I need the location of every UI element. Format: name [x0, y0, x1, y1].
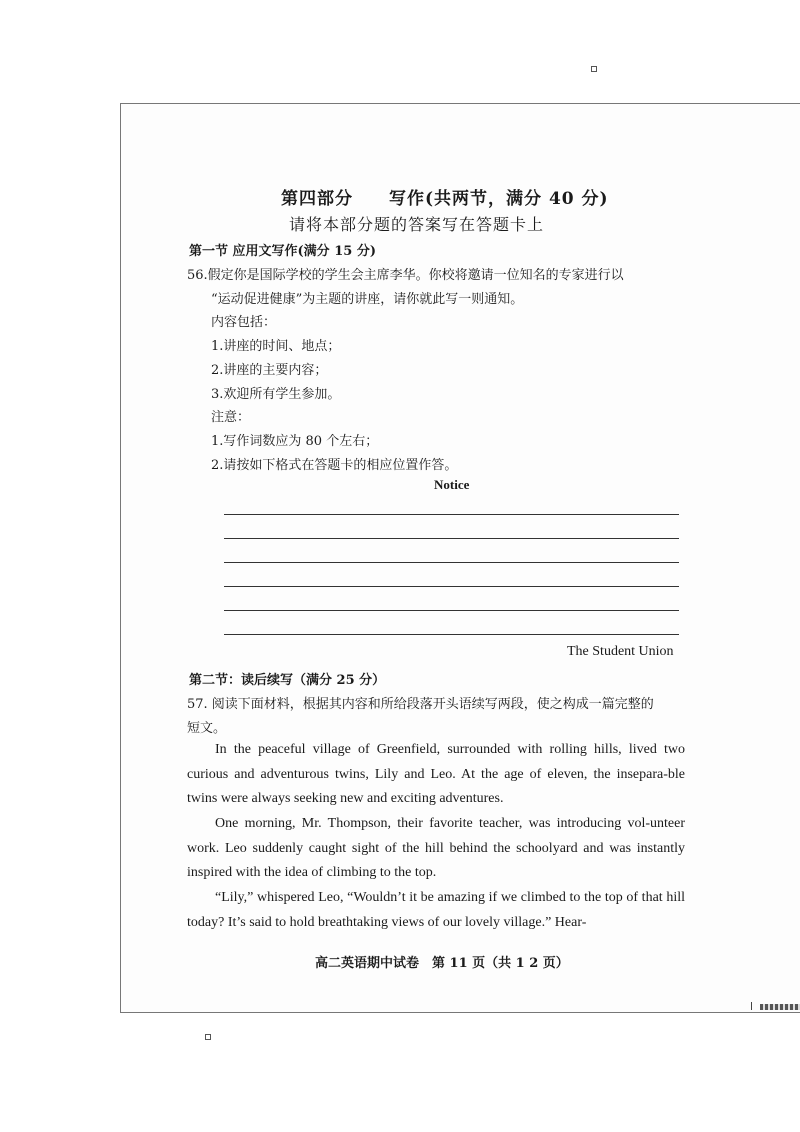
- corner-mark-top: [591, 66, 597, 72]
- signature: The Student Union: [567, 644, 674, 659]
- q57-line2: 短文。: [187, 721, 227, 736]
- passage-paragraph: “Lily,” whispered Leo, “Wouldn’t it be amazing if we climbed to the top of that hill today? It’s said to hold breathtaking views of our lovely village.” Hear-: [187, 890, 685, 930]
- answer-line: [224, 634, 679, 635]
- notice-title: Notice: [434, 477, 470, 492]
- passage-paragraph: One morning, Mr. Thompson, their favorite teacher, was introducing vol-unteer work. Leo suddenly caught sight of the hill behind the schoolyard and was instantly inspired with the idea of climbing to the top.: [187, 816, 685, 880]
- section2-heading: 第二节：读后续写（满分 25 分）: [189, 673, 386, 688]
- answer-line: [224, 586, 679, 587]
- content-label: 内容包括：: [211, 315, 277, 330]
- content-item: 2.讲座的主要内容；: [211, 363, 328, 378]
- notes-item: 2.请按如下格式在答题卡的相应位置作答。: [211, 458, 458, 473]
- scanned-page: [120, 103, 800, 1013]
- section1-heading: 第一节 应用文写作(满分 15 分): [189, 244, 376, 259]
- q57-line1: 57. 阅读下面材料，根据其内容和所给段落开头语续写两段，使之构成一篇完整的: [187, 697, 654, 712]
- page-footer: 高二英语期中试卷 第 11 页（共 1 2 页）: [315, 956, 569, 971]
- q56-line2: “运动促进健康”为主题的讲座，请你就此写一则通知。: [211, 292, 524, 307]
- answer-line: [224, 562, 679, 563]
- corner-mark-bottom: [205, 1034, 211, 1040]
- notes-label: 注意：: [211, 410, 251, 425]
- part-title: 第四部分 写作(共两节，满分 40 分): [281, 189, 609, 209]
- passage-paragraph: In the peaceful village of Greenfield, surrounded with rolling hills, lived two curious and adventurous twins, Lily and Leo. At the age of eleven, the insepara-ble twins were always seeking new and exciting adventures.: [187, 742, 685, 806]
- scan-edge-artifact: [760, 1004, 800, 1010]
- content-item: 1.讲座的时间、地点；: [211, 339, 341, 354]
- q56-line1: 56.假定你是国际学校的学生会主席李华。你校将邀请一位知名的专家进行以: [187, 268, 624, 283]
- answer-line: [224, 514, 679, 515]
- answer-line: [224, 538, 679, 539]
- notes-item: 1.写作词数应为 80 个左右；: [211, 434, 379, 449]
- answer-line: [224, 610, 679, 611]
- scan-edge-tick: [751, 1002, 752, 1010]
- content-item: 3.欢迎所有学生参加。: [211, 387, 341, 402]
- part-instruction: 请将本部分题的答案写在答题卡上: [289, 215, 545, 234]
